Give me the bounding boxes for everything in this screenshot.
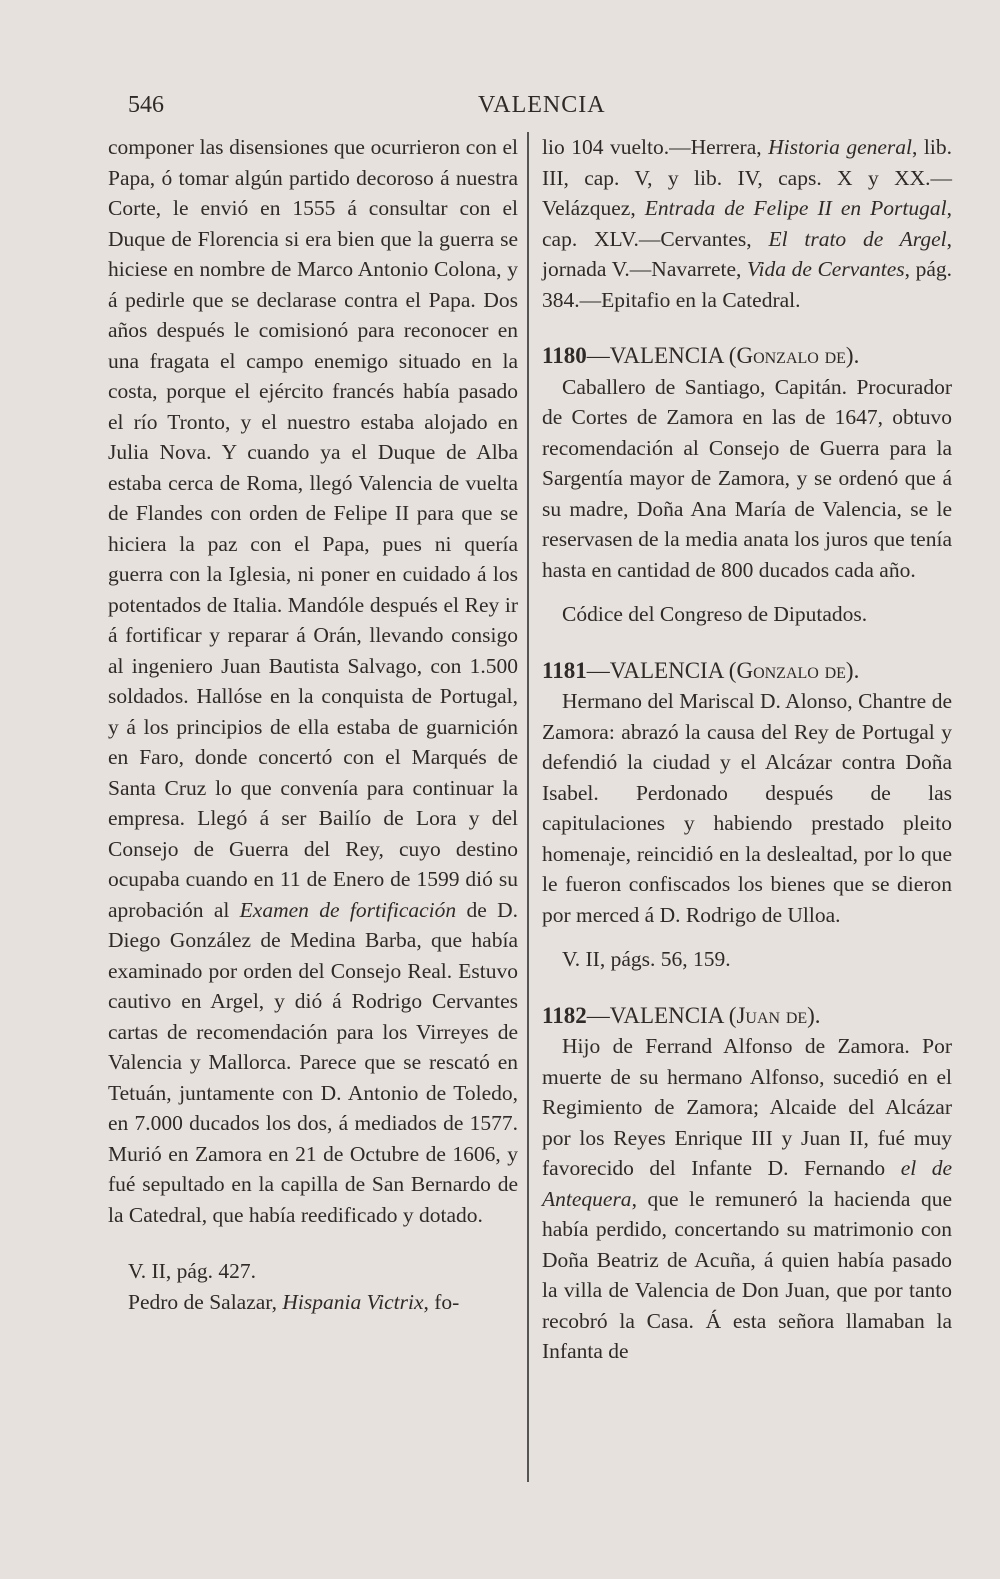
left-column [108,132,518,1317]
entry-source: Códice del Congreso de Diputados. [562,602,868,626]
left-reference-2 [108,1287,518,1318]
column-divider [527,132,529,1482]
left-ref2-text-end: , fo- [423,1289,460,1314]
entry-dash: — [586,343,610,368]
left-ref2-text: Pedro de Salazar, [128,1289,283,1314]
left-ref2-title: Hispania Victrix [282,1289,424,1314]
entry-heading [542,656,952,687]
entry-source: V. II, págs. 56, 159. [562,947,731,971]
entry-given-name: (Juan de). [728,1002,821,1028]
entry-surname: VALENCIA [609,657,724,683]
cont-text-b: , lib. III, cap. V, y lib. IV, caps. X y XX.—Velázquez, [542,135,952,220]
entry-given-name: (Gonzalo de). [728,343,860,368]
entry-1180 [542,341,952,630]
page-number: 546 [128,92,164,118]
left-body-paragraph [108,132,518,1230]
cont-text-e: , pág. 384.—Epitafio en la Catedral. [542,257,952,312]
entry-1181 [542,656,952,975]
entry-body [542,1031,952,1367]
right-column [542,132,952,1367]
entry-number: 1181 [542,657,587,683]
entry-surname: VALENCIA [609,1002,724,1028]
entry-body: Hermano del Mariscal D. Alonso, Chantre de Zamora: abrazó la causa del Rey de Portugal y defendió la ciudad y el Alcázar contra Doña Isabel. Perdonado después de las capitulaciones y habiendo prestado pleito homenaje, reincidió en la deslealtad, por lo que le fueron confiscados los bienes que se dieron por merced á D. Rodrigo de Ulloa. [542,689,952,927]
left-body-title: Examen de fortificación [239,897,457,922]
entry-dash: — [586,1002,610,1028]
entry-body-text: Hijo de Ferrand Alfonso de Zamora. Por muerte de su hermano Alfonso, sucedió en el Regimiento de Zamora; Alcaide del Alcázar por los Reyes Enrique III y Juan II, fué muy favorecido del Infante D. Fernando [542,1034,952,1180]
entry-number: 1180 [542,343,587,368]
entry-body: Caballero de Santiago, Capitán. Procurador de Cortes de Zamora en las de 1647, obtuvo recomendación al Consejo de Guerra para la Sargentía mayor de Zamora, y se ordenó que á su madre, Doña Ana María de Valencia, se le reservasen de la media anata los juros que tenía hasta en cantidad de 800 ducados cada año. [542,374,952,582]
entry-given-name: (Gonzalo de). [728,657,860,683]
left-body-text: componer las disensiones que ocurrieron con el Papa, ó tomar algún partido decoroso á nuestra Corte, le envió en 1555 á consultar con el Duque de Florencia si era bien que la guerra se hiciese en nombre de Marco Antonio Colona, y á pedirle que se declarase contra el Papa. Dos años después le comisionó para reconocer en una fragata el campo enemigo situado en la costa, porque el ejército francés había pasado el río Tronto, y el nuestro estaba alojado en Julia Nova. Y cuando ya el Duque de Alba estaba cerca de Roma, llegó Valencia de vuelta de Flandes con orden de Felipe II para que se hiciera la paz con el Papa, pues ni quería guerra con la Iglesia, ni poner en cuidado á los potentados de Italia. Mandóle después el Rey ir á fortificar y reparar á Orán, llevando consigo al ingeniero Juan Bautista Salvago, con 1.500 soldados. Hallóse en la conquista de Portugal, y á los principios de ella estaba de guarnición en Faro, donde concertó con el Marqués de Santa Cruz lo que convenía para continuar la empresa. Llegó á ser Bailío de Lora y del Consejo de Guerra del Rey, cuyo destino ocupaba cuando en 11 de Enero de 1599 dió su aprobación al [108,135,518,922]
cont-title-1: Historia general [768,135,913,159]
cont-text-a: lio 104 vuelto.—Herrera, [542,135,769,159]
cont-text-c: , cap. XLV.—Cervantes, [542,196,952,251]
left-body-text-end: de D. Diego González de Medina Barba, que había examinado por orden del Consejo Real. Estuvo cautivo en Argel, y dió á Rodrigo Cervantes cartas de recomendación para los Virreyes de Valencia y Mallorca. Parece que se rescató en Tetuán, juntamente con D. Antonio de Toledo, en 7.000 ducados los dos, á mediados de 1577. Murió en Zamora en 21 de Octubre de 1606, y fué sepultado en la capilla de San Bernardo de la Catedral, que había reedificado y dotado. [108,897,518,1227]
page-header [0,92,1000,132]
entry-body-title: el de Antequera [542,1156,952,1211]
entry-dash: — [586,657,610,683]
right-continuation [542,132,952,315]
entry-number: 1182 [542,1002,587,1028]
entry-body-text-end: , que le remuneró la hacienda que había perdido, concertando su matrimonio con Doña Beatriz de Acuña, á quien había pasado la villa de Valencia de Don Juan, que por tanto recobró la Casa. Á esta señora llamaban la Infanta de [542,1186,952,1363]
cont-title-3: El trato de Argel [768,226,947,251]
cont-text-d: , jornada V.—Navarrete, [542,226,952,281]
cont-title-4: Vida de Cervantes [746,257,905,281]
entry-heading [542,341,952,372]
left-reference-1: V. II, pág. 427. [128,1259,256,1283]
entry-1182 [542,1001,952,1367]
entry-heading [542,1001,952,1032]
entry-surname: VALENCIA [609,343,724,368]
running-head: VALENCIA [478,92,606,118]
cont-title-2: Entrada de Felipe II en Portugal [644,196,947,220]
